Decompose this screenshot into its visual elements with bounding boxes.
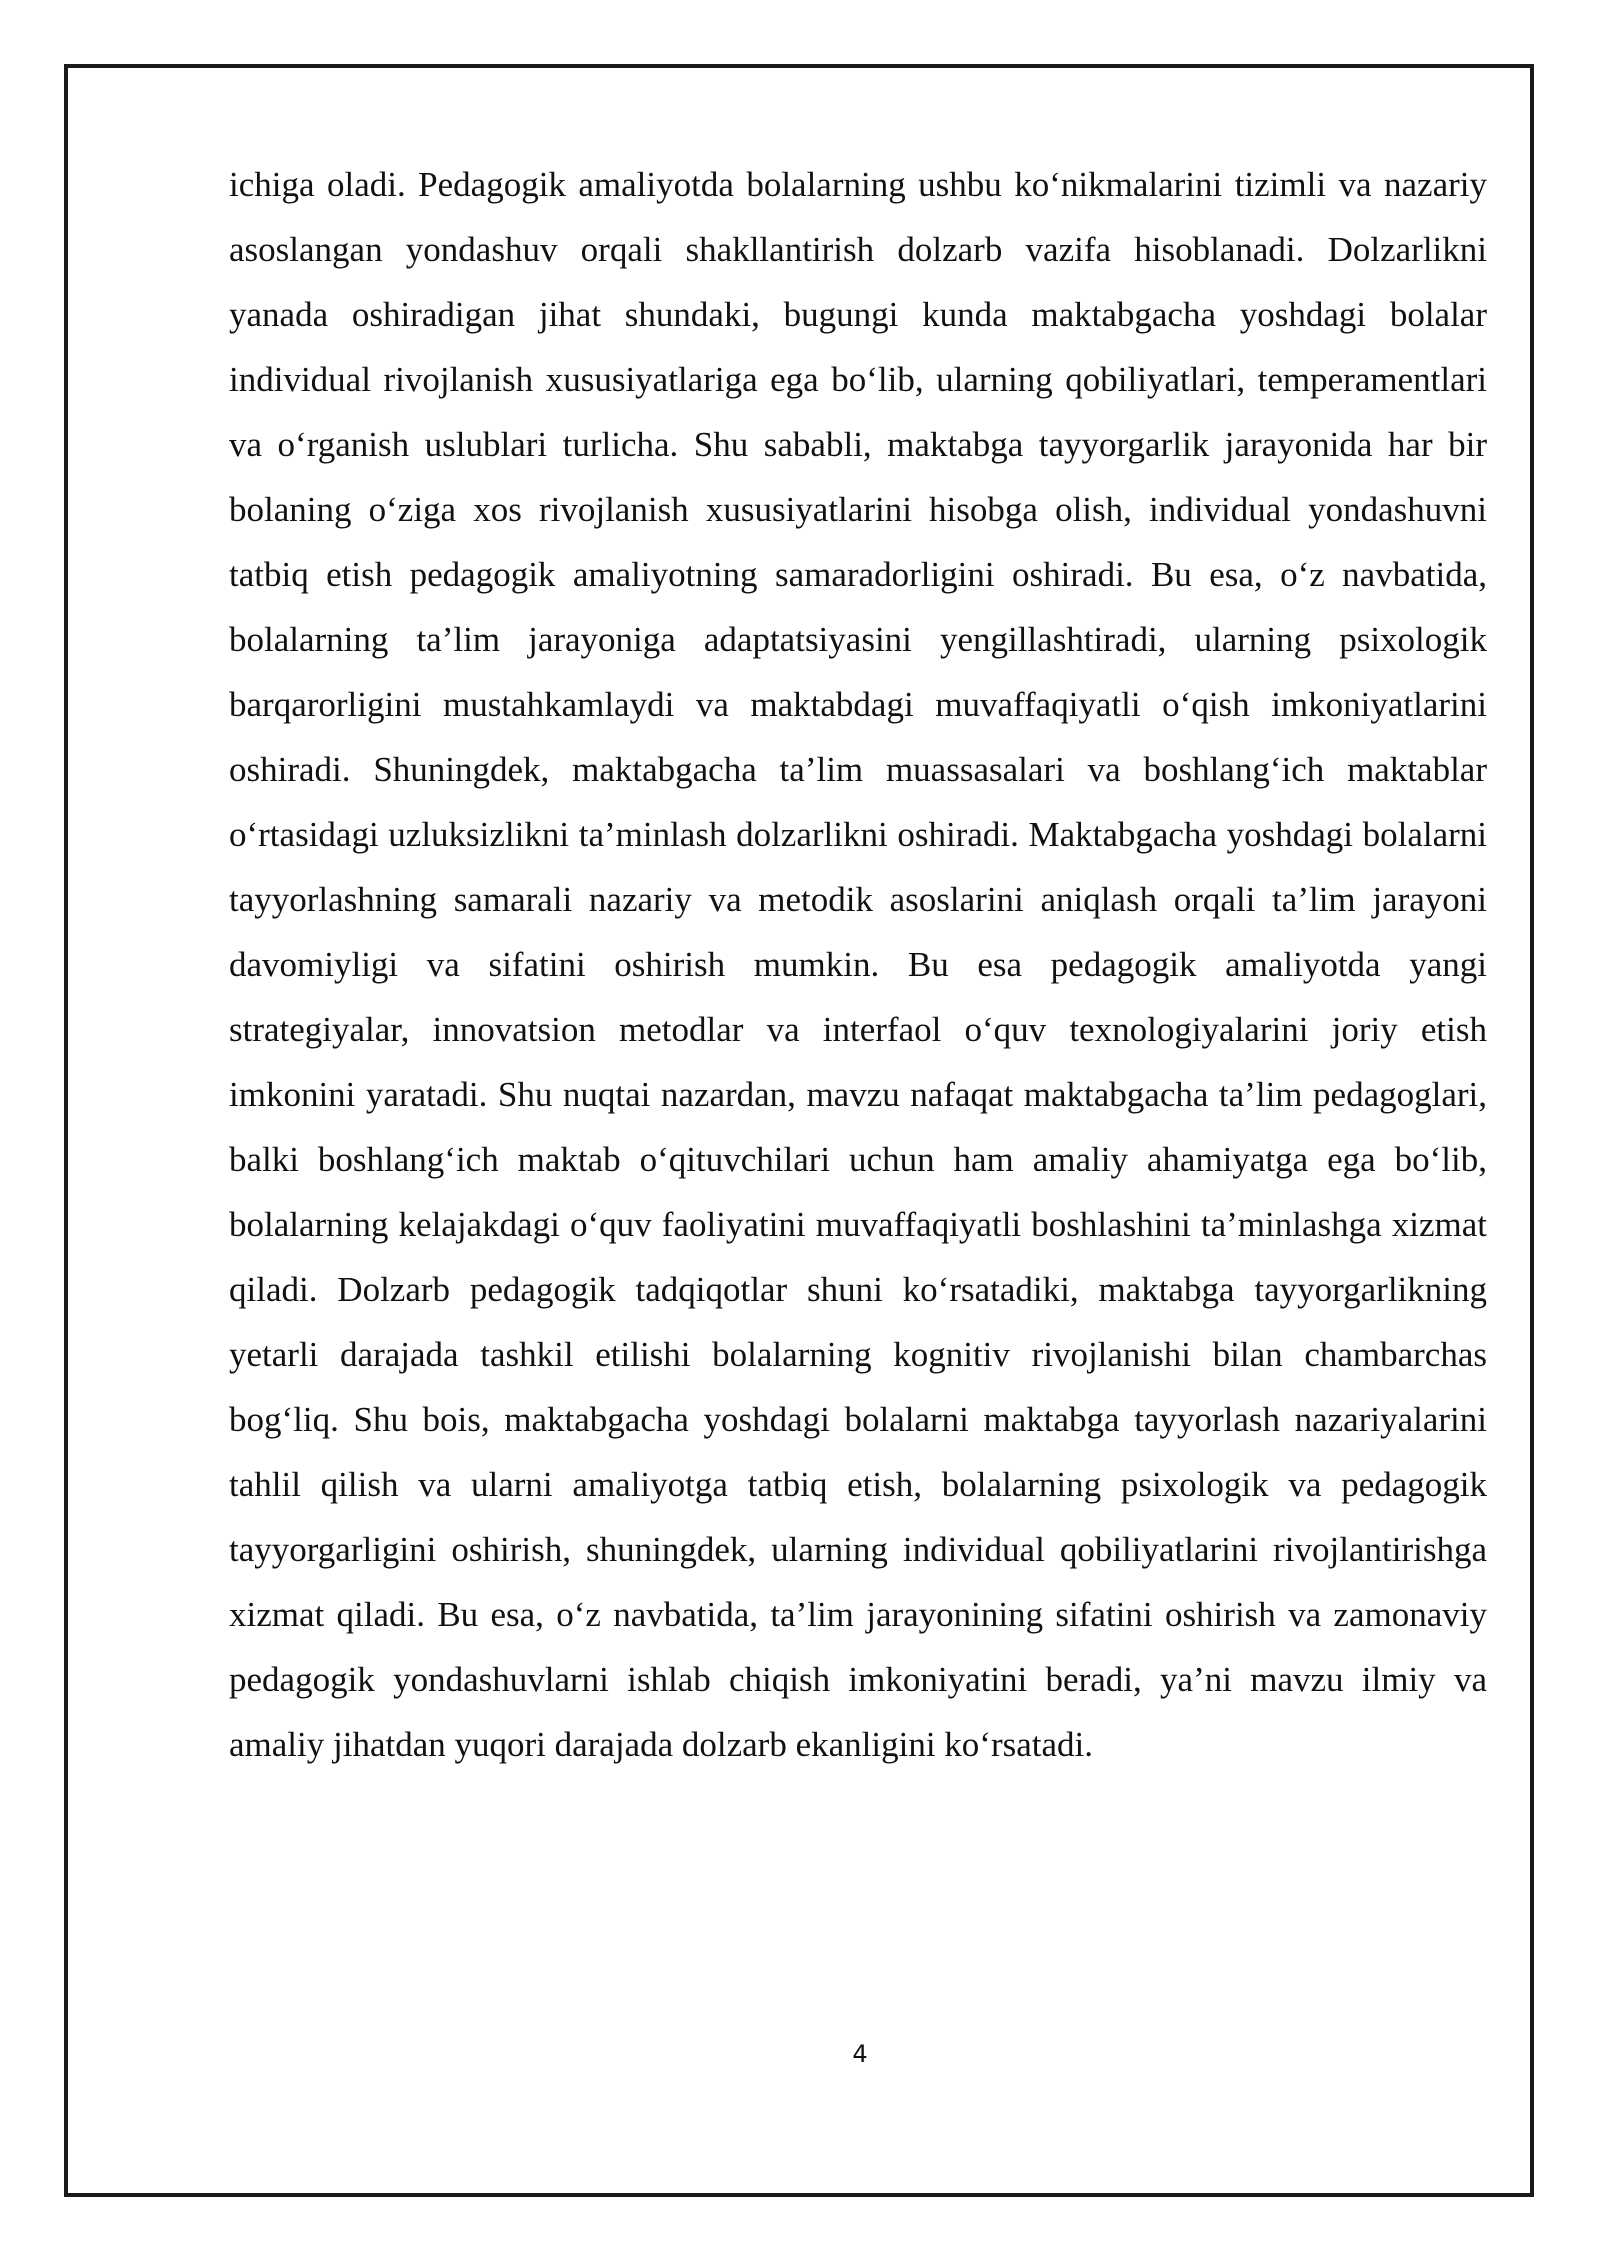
- page-number: 4: [852, 2040, 868, 2068]
- body-paragraph: ichiga oladi. Pedagogik amaliyotda bolalarning ushbu ko‘nikmalarini tizimli va nazariy asoslangan yondashuv orqali shakllantirish dolzarb vazifa hisoblanadi. Dolzarlikni yanada oshiradigan jihat shundaki, bugungi kunda maktabgacha yoshdagi bolalar individual rivojlanish xususiyatlariga ega bo‘lib, ularning qobiliyatlari, temperamentlari va o‘rganish uslublari turlicha. Shu sababli, maktabga tayyorgarlik jarayonida har bir bolaning o‘ziga xos rivojlanish xususiyatlarini hisobga olish, individual yondashuvni tatbiq etish pedagogik amaliyotning samaradorligini oshiradi. Bu esa, o‘z navbatida, bolalarning ta’lim jarayoniga adaptatsiyasini yengillashtiradi, ularning psixologik barqarorligini mustahkamlaydi va maktabdagi muvaffaqiyatli o‘qish imkoniyatlarini oshiradi. Shuningdek, maktabgacha ta’lim muassasalari va boshlang‘ich maktablar o‘rtasidagi uzluksizlikni ta’minlash dolzarlikni oshiradi. Maktabgacha yoshdagi bolalarni tayyorlashning samarali nazariy va metodik asoslarini aniqlash orqali ta’lim jarayoni davomiyligi va sifatini oshirish mumkin. Bu esa pedagogik amaliyotda yangi strategiyalar, innovatsion metodlar va interfaol o‘quv texnologiyalarini joriy etish imkonini yaratadi. Shu nuqtai nazardan, mavzu nafaqat maktabgacha ta’lim pedagoglari, balki boshlang‘ich maktab o‘qituvchilari uchun ham amaliy ahamiyatga ega bo‘lib, bolalarning kelajakdagi o‘quv faoliyatini muvaffaqiyatli boshlashini ta’minlashga xizmat qiladi. Dolzarb pedagogik tadqiqotlar shuni ko‘rsatadiki, maktabga tayyorgarlikning yetarli darajada tashkil etilishi bolalarning kognitiv rivojlanishi bilan chambarchas bog‘liq. Shu bois, maktabgacha yoshdagi bolalarni maktabga tayyorlash nazariyalarini tahlil qilish va ularni amaliyotga tatbiq etish, bolalarning psixologik va pedagogik tayyorgarligini oshirish, shuningdek, ularning individual qobiliyatlarini rivojlantirishga xizmat qiladi. Bu esa, o‘z navbatida, ta’lim jarayonining sifatini oshirish va zamonaviy pedagogik yondashuvlarni ishlab chiqish imkoniyatini beradi, ya’ni mavzu ilmiy va amaliy jihatdan yuqori darajada dolzarb ekanligini ko‘rsatadi.: [229, 165, 1487, 1764]
